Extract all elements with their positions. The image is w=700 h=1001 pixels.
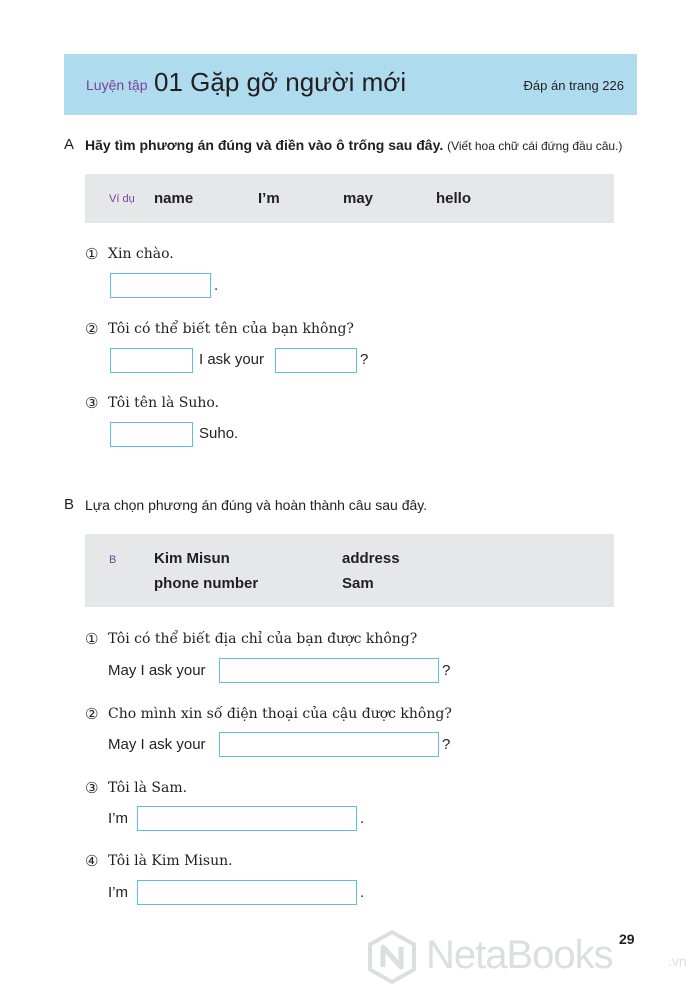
question-number: ① bbox=[85, 245, 99, 263]
question-prompt: Tôi tên là Suho. bbox=[108, 395, 220, 411]
section-a-letter: A bbox=[64, 136, 75, 153]
word-bank-item: I’m bbox=[258, 190, 280, 207]
answer-suffix: ? bbox=[442, 736, 451, 753]
answer-suffix: ? bbox=[360, 351, 369, 368]
section-b-word-box bbox=[85, 534, 614, 607]
answer-prefix: May I ask your bbox=[108, 736, 206, 753]
word-bank-item: Sam bbox=[342, 575, 374, 592]
question-prompt: Tôi là Sam. bbox=[108, 780, 188, 796]
word-bank-item: may bbox=[343, 190, 374, 207]
answer-suffix: . bbox=[360, 884, 365, 901]
answer-prefix: I’m bbox=[108, 884, 128, 901]
question-number: ② bbox=[85, 705, 99, 723]
question-prompt: Cho mình xin số điện thoại của cậu được không? bbox=[108, 706, 452, 722]
answer-suffix: . bbox=[214, 277, 219, 294]
watermark bbox=[364, 929, 687, 983]
section-b-instruction: Lựa chọn phương án đúng và hoàn thành câu sau đây. bbox=[85, 497, 428, 513]
answer-blank[interactable] bbox=[137, 806, 357, 831]
answer-blank[interactable] bbox=[137, 880, 357, 905]
answer-page-reference: Đáp án trang 226 bbox=[523, 78, 624, 93]
word-box-label: Ví dụ bbox=[109, 193, 135, 205]
answer-blank[interactable] bbox=[219, 732, 439, 757]
question-prompt: Tôi có thể biết tên của bạn không? bbox=[108, 321, 354, 337]
answer-blank[interactable] bbox=[110, 422, 193, 447]
lesson-title: 01 Gặp gỡ người mới bbox=[154, 67, 407, 97]
answer-blank[interactable] bbox=[110, 273, 211, 298]
answer-blank[interactable] bbox=[219, 658, 439, 683]
lesson-label: Luyện tập bbox=[86, 77, 148, 93]
word-bank-item: hello bbox=[436, 190, 472, 207]
answer-suffix: Suho. bbox=[199, 425, 239, 442]
question-number: ④ bbox=[85, 852, 99, 870]
answer-middle-text: I ask your bbox=[199, 351, 265, 368]
question-number: ③ bbox=[85, 779, 99, 797]
answer-suffix: . bbox=[360, 810, 365, 827]
question-prompt: Tôi có thể biết địa chỉ của bạn được không? bbox=[108, 631, 418, 647]
section-b-letter: B bbox=[64, 496, 75, 513]
word-bank-item: name bbox=[154, 190, 194, 207]
question-number: ③ bbox=[85, 394, 99, 412]
answer-blank[interactable] bbox=[275, 348, 357, 373]
section-a-instruction-text: Hãy tìm phương án đúng và điền vào ô trống sau đây. bbox=[85, 137, 444, 153]
question-prompt: Xin chào. bbox=[108, 246, 174, 262]
word-bank-item: Kim Misun bbox=[154, 550, 230, 567]
word-box-label: B bbox=[109, 554, 117, 566]
word-bank-item: phone number bbox=[154, 575, 259, 592]
question-prompt: Tôi là Kim Misun. bbox=[108, 853, 233, 869]
answer-prefix: I’m bbox=[108, 810, 128, 827]
watermark-suffix: .vn bbox=[668, 953, 687, 969]
section-a-note: (Viết hoa chữ cái đứng đầu câu.) bbox=[447, 139, 623, 153]
word-bank-item: address bbox=[342, 550, 400, 567]
answer-prefix: May I ask your bbox=[108, 662, 206, 679]
question-number: ① bbox=[85, 630, 99, 648]
question-number: ② bbox=[85, 320, 99, 338]
watermark-text: NetaBooks bbox=[426, 933, 613, 977]
page-number: 29 bbox=[619, 931, 635, 947]
lesson-header bbox=[64, 54, 637, 115]
section-a-word-box bbox=[85, 174, 614, 223]
section-a-instruction bbox=[85, 137, 622, 153]
answer-blank[interactable] bbox=[110, 348, 193, 373]
netabooks-logo-icon bbox=[364, 929, 420, 985]
answer-suffix: ? bbox=[442, 662, 451, 679]
